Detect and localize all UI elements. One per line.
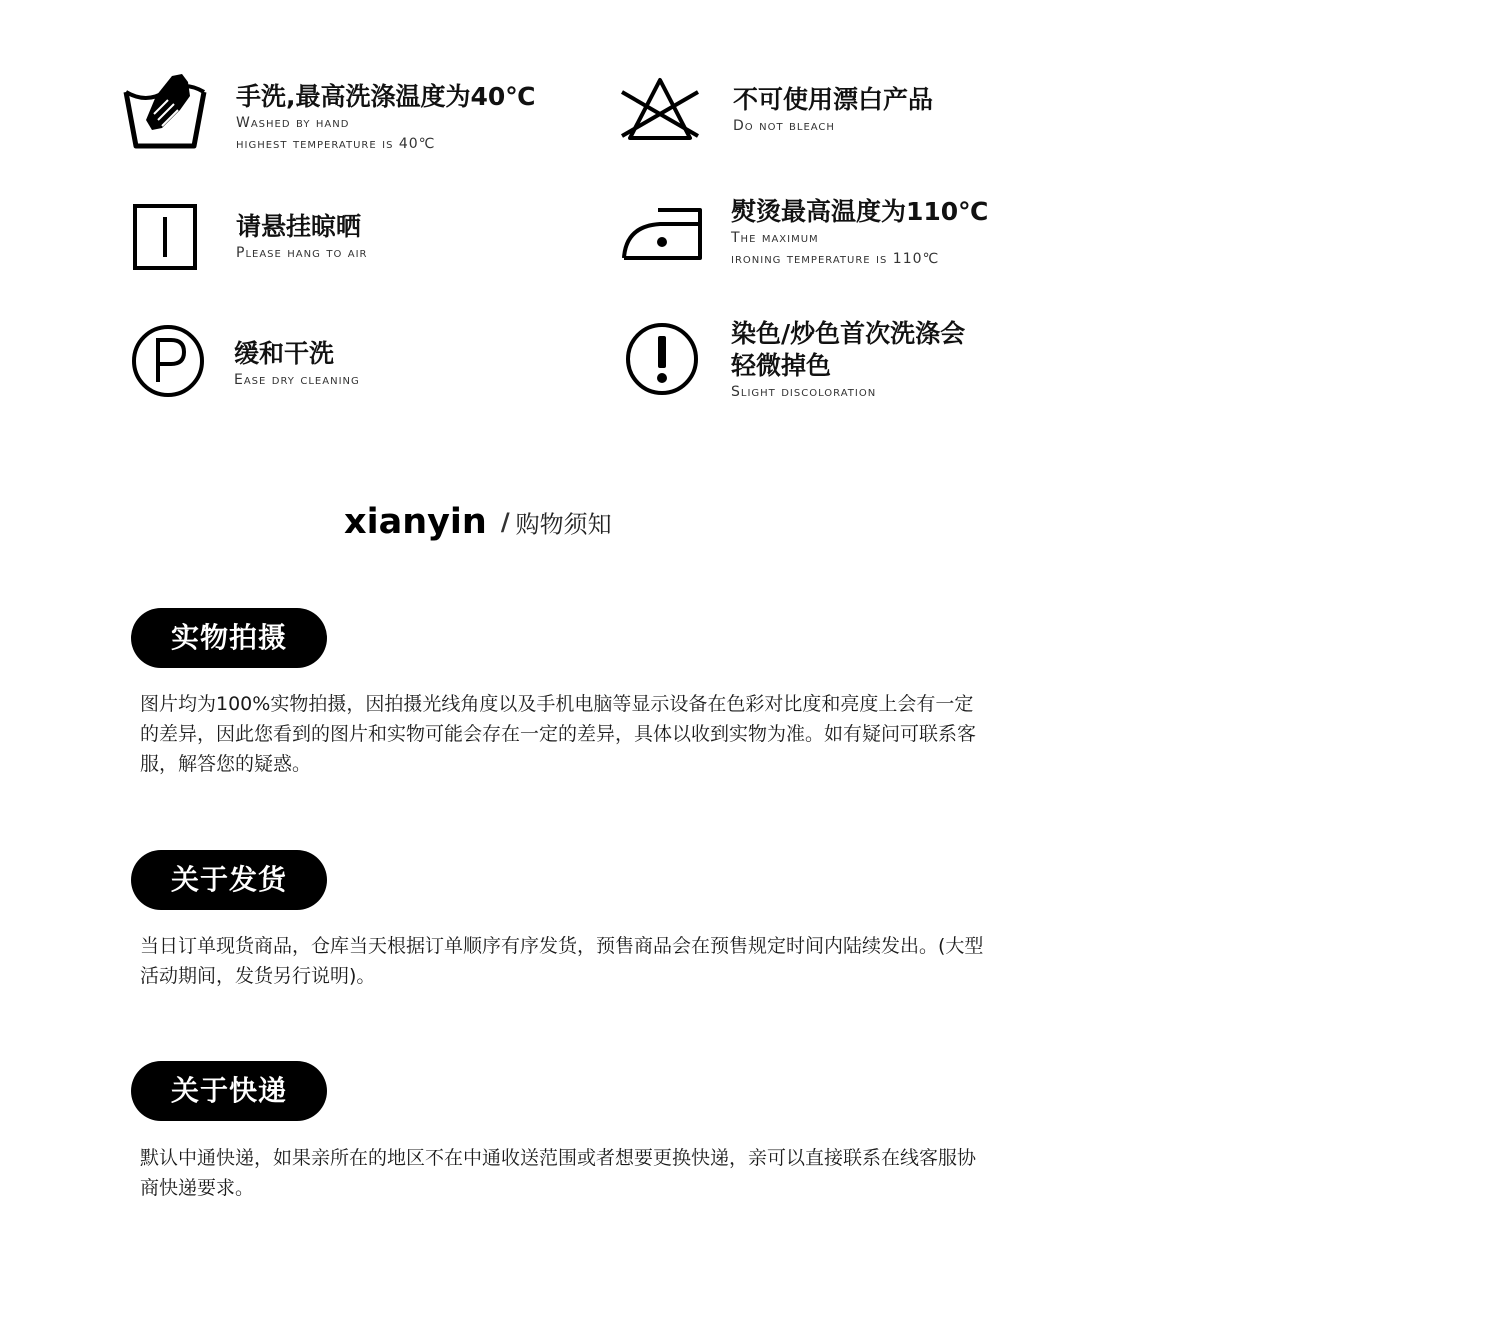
care-subtitle: highest temperature is 40℃ [236,136,436,152]
paragraph-line: 的差异，因此您看到的图片和实物可能会存在一定的差异，具体以收到实物为准。如有疑问可联系客 [140,723,977,745]
care-title: 缓和干洗 [234,339,335,368]
care-subtitle: Ease dry cleaning [234,372,360,388]
care-subtitle: Washed by hand [236,115,350,131]
brand-name: xianyin [344,502,487,542]
paragraph-line: 默认中通快递，如果亲所在的地区不在中通收送范围或者想要更换快递，亲可以直接联系在线客服协 [140,1147,977,1169]
care-subtitle: ironing temperature is 110℃ [731,251,940,267]
section-heading-courier: 关于快递 [131,1061,327,1121]
paragraph-line: 活动期间，发货另行说明)。 [140,965,376,987]
dry-clean-p-icon [130,322,206,400]
care-title: 轻微掉色 [731,351,832,380]
section-heading-shipping: 关于发货 [131,850,327,910]
care-title: 熨烫最高温度为110℃ [731,197,989,226]
paragraph-line: 商快递要求。 [140,1177,255,1199]
section-text-shipping [140,931,1040,991]
care-title: 不可使用漂白产品 [733,85,934,114]
section-text-photo [140,689,1040,779]
care-subtitle: Do not bleach [733,118,835,134]
care-subtitle: Slight discoloration [731,384,877,400]
care-subtitle: Please hang to air [236,245,368,261]
section-heading-photo: 实物拍摄 [131,608,327,668]
section-text-courier [140,1143,1040,1203]
care-title: 请悬挂晾晒 [236,212,362,241]
paragraph-line: 服，解答您的疑惑。 [140,753,312,775]
care-subtitle: The maximum [731,230,819,246]
care-title: 染色/炒色首次洗涤会 [731,319,966,348]
brand-separator: / [500,508,510,536]
paragraph-line: 图片均为100%实物拍摄，因拍摄光线角度以及手机电脑等显示设备在色彩对比度和亮度上会有一定 [140,693,974,715]
hand-wash-basin-icon [122,70,208,152]
hang-dry-icon [132,203,198,271]
paragraph-line: 当日订单现货商品，仓库当天根据订单顺序有序发货，预售商品会在预售规定时间内陆续发出。(大型 [140,935,984,957]
no-bleach-icon [618,76,702,142]
warning-exclamation-icon [624,320,700,398]
care-title: 手洗,最高洗涤温度为40℃ [236,82,536,111]
brand-subtitle: 购物须知 [515,510,612,539]
iron-one-dot-icon [620,202,704,262]
brand-header [344,500,612,544]
